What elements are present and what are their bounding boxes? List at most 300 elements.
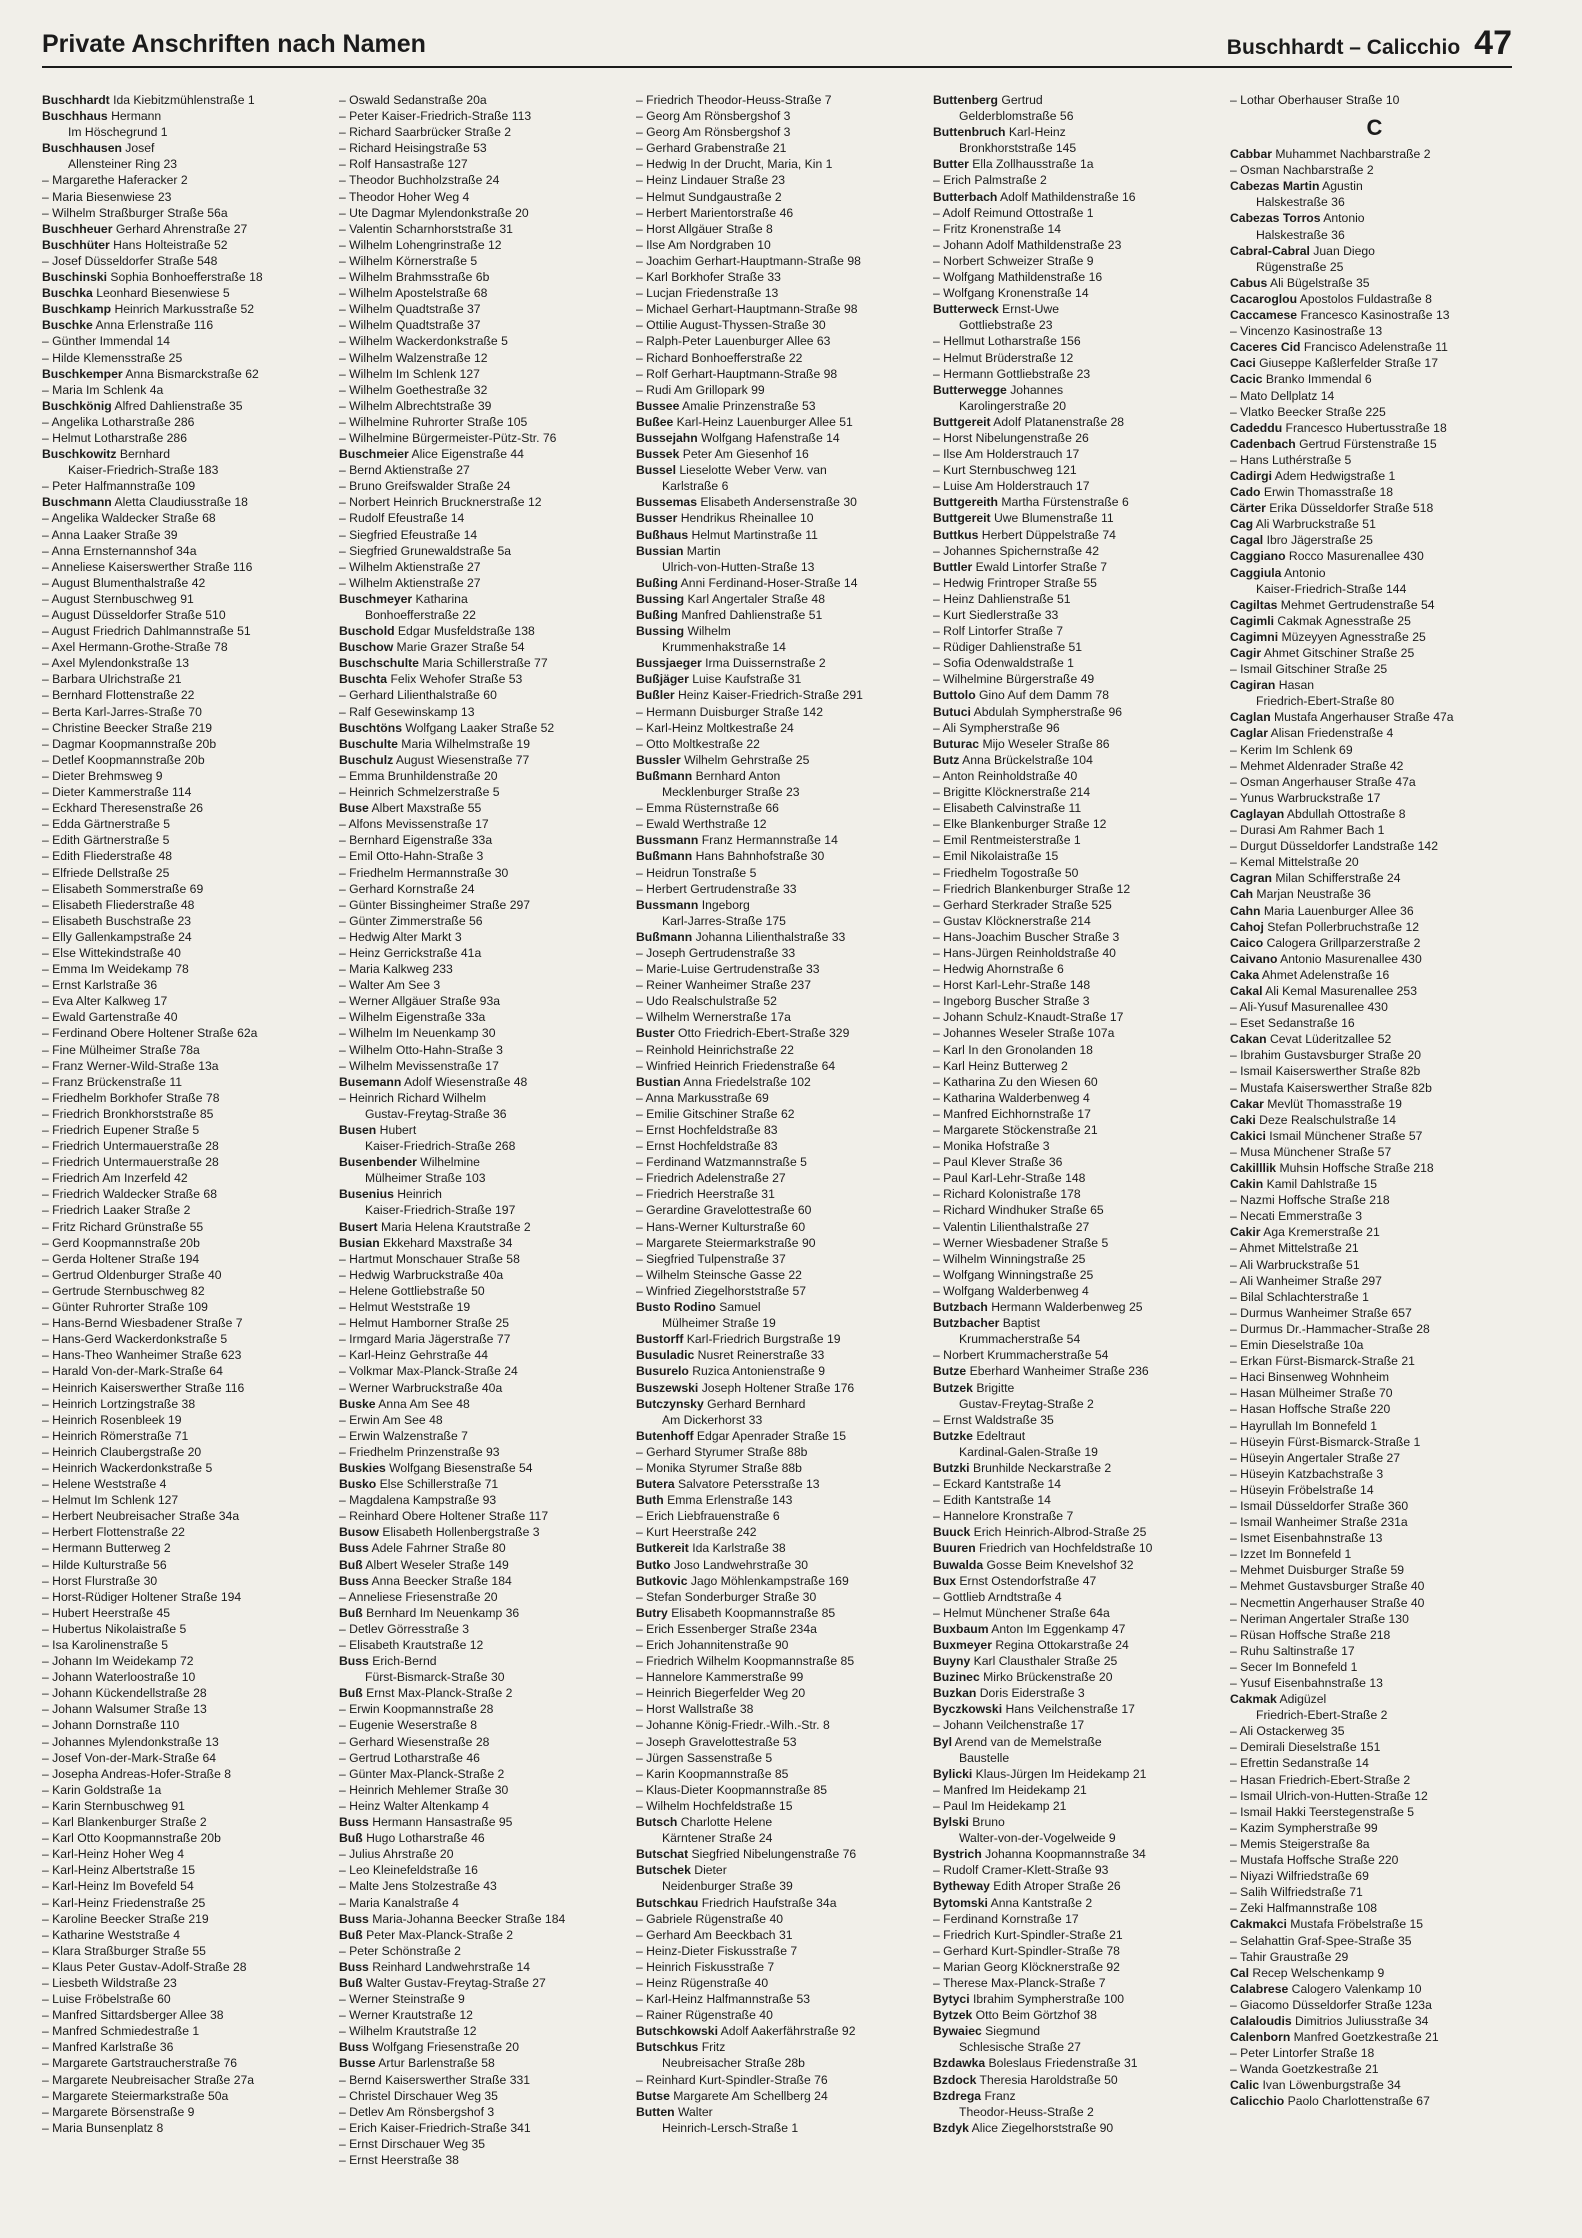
directory-entry bbox=[933, 913, 1222, 929]
entry-details: – Johann Dornstraße 110 bbox=[42, 1718, 180, 1733]
entry-details: – Wilhelm Straßburger Straße 56a bbox=[42, 205, 228, 220]
entry-details: Mevlüt Thomasstraße 19 bbox=[1263, 1096, 1402, 1111]
entry-surname: Cabezas Martin bbox=[1230, 179, 1320, 194]
entry-details: – Detlev Am Rönsbergshof 3 bbox=[339, 2104, 495, 2119]
entry-details: – Kazim Sympherstraße 99 bbox=[1230, 1820, 1378, 1835]
directory-entry bbox=[933, 1428, 1222, 1444]
entry-details: Hermann Hansastraße 95 bbox=[368, 1815, 513, 1830]
entry-surname: Buth bbox=[636, 1493, 664, 1508]
entry-details: – Erwin Am See 48 bbox=[339, 1412, 443, 1427]
entry-details: – Johanne König-Friedr.-Wilh.-Str. 8 bbox=[636, 1718, 830, 1733]
entry-details: – Horst Nibelungenstraße 26 bbox=[933, 430, 1089, 445]
entry-details: Theresia Haroldstraße 50 bbox=[976, 2072, 1118, 2087]
entry-details: – Karl-Heinz Friedenstraße 25 bbox=[42, 1895, 206, 1910]
entry-details: – Helmut Lotharstraße 286 bbox=[42, 430, 187, 445]
entry-surname: Butzke bbox=[933, 1428, 973, 1443]
entry-details: – Osman Nachbarstraße 2 bbox=[1230, 163, 1374, 178]
directory-entry bbox=[339, 462, 628, 478]
entry-details: – Hedwig Warbruckstraße 40a bbox=[339, 1267, 504, 1282]
directory-entry bbox=[636, 510, 925, 526]
directory-entry bbox=[636, 575, 925, 591]
directory-entry bbox=[636, 221, 925, 237]
entry-details: – Malte Jens Stolzestraße 43 bbox=[339, 1879, 497, 1894]
directory-entry bbox=[339, 1219, 628, 1235]
entry-details: – Horst-Rüdiger Holtener Straße 194 bbox=[42, 1589, 242, 1604]
directory-entry bbox=[339, 800, 628, 816]
entry-details: – Wilhelm Im Neuenkamp 30 bbox=[339, 1026, 496, 1041]
directory-entry bbox=[339, 865, 628, 881]
entry-details: – Ralph-Peter Lauenburger Allee 63 bbox=[636, 334, 831, 349]
entry-details: – Wilhelm Steinsche Gasse 22 bbox=[636, 1267, 802, 1282]
entry-details: Reinhard Landwehrstraße 14 bbox=[368, 1959, 531, 1974]
directory-entry bbox=[339, 366, 628, 382]
entry-details: Bronkhorststraße 145 bbox=[959, 141, 1077, 156]
directory-entry bbox=[1230, 1691, 1519, 1707]
section-letter: C bbox=[1366, 115, 1383, 141]
directory-entry bbox=[42, 961, 331, 977]
directory-entry bbox=[636, 559, 925, 575]
directory-entry bbox=[1230, 983, 1519, 999]
directory-entry bbox=[339, 1637, 628, 1653]
directory-entry bbox=[933, 1042, 1222, 1058]
entry-details: – Erich Johannitenstraße 90 bbox=[636, 1638, 789, 1652]
entry-details: – Wolfgang Walderbenweg 4 bbox=[933, 1283, 1089, 1298]
entry-surname: Buschhaus bbox=[42, 109, 108, 124]
directory-entry bbox=[933, 1492, 1222, 1508]
directory-entry bbox=[933, 285, 1222, 301]
entry-details: – Wilhelm Winningstraße 25 bbox=[933, 1251, 1086, 1266]
directory-entry bbox=[636, 913, 925, 929]
directory-entry bbox=[933, 1315, 1222, 1331]
entry-details: – Johann Walsumer Straße 13 bbox=[42, 1702, 207, 1717]
entry-details: – Karin Sternbuschweg 91 bbox=[42, 1798, 185, 1813]
entry-details: – Dieter Kammerstraße 114 bbox=[42, 785, 192, 800]
entry-details: – Efrettin Sedanstraße 14 bbox=[1230, 1756, 1369, 1771]
entry-surname: Buske bbox=[339, 1396, 376, 1411]
entry-details: Rocco Masurenallee 430 bbox=[1285, 549, 1424, 564]
directory-entry bbox=[636, 446, 925, 462]
directory-entry bbox=[42, 1283, 331, 1299]
entry-details: – Karin Koopmannstraße 85 bbox=[636, 1766, 789, 1781]
entry-details: – Kerim Im Schlenk 69 bbox=[1230, 742, 1353, 757]
entry-details: Erwin Thomasstraße 18 bbox=[1260, 485, 1394, 500]
entry-details: Hubert bbox=[376, 1123, 417, 1137]
directory-entry bbox=[1230, 999, 1519, 1015]
entry-details: Rügenstraße 25 bbox=[1256, 259, 1344, 274]
entry-details: – Hayrullah Im Bonnefeld 1 bbox=[1230, 1418, 1378, 1433]
entry-surname: Buwalda bbox=[933, 1557, 984, 1572]
entry-details: – Durasi Am Rahmer Bach 1 bbox=[1230, 823, 1385, 838]
entry-details: – Fritz Kronenstraße 14 bbox=[933, 221, 1062, 236]
entry-details: Müzeyyen Agnesstraße 25 bbox=[1278, 629, 1426, 644]
directory-entry bbox=[933, 1557, 1222, 1573]
directory-entry bbox=[42, 1025, 331, 1041]
entry-details: – Salih Wilfriedstraße 71 bbox=[1230, 1885, 1363, 1900]
entry-details: – Richard Bonhoefferstraße 22 bbox=[636, 350, 803, 365]
entry-details: Boleslaus Friedenstraße 31 bbox=[985, 2056, 1138, 2071]
entry-details: Juan Diego bbox=[1309, 243, 1375, 258]
entry-surname: Bussejahn bbox=[636, 430, 698, 445]
directory-entry bbox=[339, 510, 628, 526]
directory-entry bbox=[42, 92, 331, 108]
directory-entry bbox=[933, 993, 1222, 1009]
entry-details: – Peter Schönstraße 2 bbox=[339, 1943, 461, 1958]
entry-details: Leonhard Biesenwiese 5 bbox=[92, 286, 230, 301]
directory-entry bbox=[42, 671, 331, 687]
entry-details: – Peter Lintorfer Straße 18 bbox=[1230, 2046, 1375, 2061]
entry-details: Apostolos Fuldastraße 8 bbox=[1297, 291, 1432, 306]
directory-entry bbox=[1230, 307, 1519, 323]
directory-entry bbox=[933, 639, 1222, 655]
entry-details: – Karl Blankenburger Straße 2 bbox=[42, 1815, 207, 1830]
entry-details: – Wilhelmine Bürgerstraße 49 bbox=[933, 672, 1095, 687]
directory-entry bbox=[42, 237, 331, 253]
entry-surname: Buttler bbox=[933, 559, 973, 574]
directory-entry bbox=[636, 1202, 925, 1218]
directory-entry bbox=[1230, 2093, 1519, 2109]
directory-entry bbox=[42, 800, 331, 816]
entry-details: Hermann Walderbenweg 25 bbox=[987, 1300, 1143, 1315]
entry-details: – Wilhelm Wernerstraße 17a bbox=[636, 1010, 791, 1025]
entry-details: – Edda Gärtnerstraße 5 bbox=[42, 817, 171, 832]
entry-details: – Harald Von-der-Mark-Straße 64 bbox=[42, 1364, 223, 1379]
directory-entry bbox=[933, 1991, 1222, 2007]
entry-details: – Ahmet Mittelstraße 21 bbox=[1230, 1241, 1359, 1256]
directory-entry bbox=[339, 591, 628, 607]
entry-details: Bernhard bbox=[116, 447, 171, 462]
entry-details: – Margarete Stöckenstraße 21 bbox=[933, 1123, 1098, 1137]
entry-surname: Butera bbox=[636, 1477, 675, 1492]
directory-entry bbox=[636, 1492, 925, 1508]
entry-details: – Gerhard Lilienthalstraße 60 bbox=[339, 688, 497, 703]
entry-details: – Johann Waterloostraße 10 bbox=[42, 1670, 196, 1685]
entry-surname: Butterbach bbox=[933, 189, 998, 204]
entry-details: August Wiesenstraße 77 bbox=[393, 752, 530, 767]
entry-surname: Caggiula bbox=[1230, 565, 1282, 580]
entry-details: – Emil Rentmeisterstraße 1 bbox=[933, 833, 1081, 848]
entry-details: – Dieter Brehmsweg 9 bbox=[42, 768, 163, 783]
directory-entry bbox=[1230, 1611, 1519, 1627]
directory-entry bbox=[1230, 1192, 1519, 1208]
entry-details: – Norbert Schweizer Straße 9 bbox=[933, 253, 1094, 268]
directory-entry bbox=[42, 1235, 331, 1251]
directory-entry bbox=[42, 1878, 331, 1894]
directory-entry bbox=[933, 1235, 1222, 1251]
directory-entry bbox=[42, 2055, 331, 2071]
entry-details: Adigüzel bbox=[1276, 1692, 1327, 1707]
entry-details: – Ruhu Saltinstraße 17 bbox=[1230, 1643, 1355, 1658]
entry-details: Ernst Max-Planck-Straße 2 bbox=[362, 1686, 513, 1701]
directory-entry bbox=[339, 1878, 628, 1894]
entry-details: Bruno bbox=[968, 1815, 1005, 1830]
entry-details: Bonhoefferstraße 22 bbox=[365, 608, 476, 622]
directory-entry bbox=[1230, 1643, 1519, 1659]
entry-surname: Buschhardt bbox=[42, 93, 110, 107]
directory-entry bbox=[636, 301, 925, 317]
entry-details: Joso Landwehrstraße 30 bbox=[670, 1557, 809, 1572]
directory-entry bbox=[1230, 178, 1519, 194]
entry-details: Giuseppe Kaßlerfelder Straße 17 bbox=[1255, 356, 1438, 371]
directory-entry bbox=[636, 398, 925, 414]
entry-surname: Cagal bbox=[1230, 533, 1264, 548]
entry-surname: Butschkau bbox=[636, 1895, 699, 1910]
entry-details: – Maria Kanalstraße 4 bbox=[339, 1895, 459, 1910]
entry-details: Karolingerstraße 20 bbox=[959, 398, 1067, 413]
entry-details: Alice Ziegelhorststraße 90 bbox=[968, 2120, 1114, 2135]
entry-details: Mijo Weseler Straße 86 bbox=[979, 736, 1110, 751]
entry-details: – Wilhelm Aktienstraße 27 bbox=[339, 575, 481, 590]
entry-surname: Buß bbox=[339, 1831, 363, 1846]
entry-details: Ibrahim Sympherstraße 100 bbox=[969, 1992, 1125, 2007]
directory-entry bbox=[636, 1621, 925, 1637]
entry-details: – Rüsan Hoffsche Straße 218 bbox=[1230, 1627, 1391, 1642]
entry-details: – Kurt Heerstraße 242 bbox=[636, 1525, 757, 1540]
directory-entry bbox=[1230, 1096, 1519, 1112]
directory-entry bbox=[339, 382, 628, 398]
entry-details: Brigitte bbox=[972, 1380, 1015, 1395]
directory-entry bbox=[1230, 1772, 1519, 1788]
entry-details: – Jürgen Sassenstraße 5 bbox=[636, 1750, 773, 1765]
entry-surname: Bzdrega bbox=[933, 2088, 982, 2103]
entry-details: Anna Friedelstraße 102 bbox=[680, 1074, 811, 1089]
directory-column-1 bbox=[42, 92, 331, 2222]
entry-details: – Emma Im Weidekamp 78 bbox=[42, 962, 189, 977]
entry-details: Nusret Reinerstraße 33 bbox=[694, 1348, 825, 1363]
entry-surname: Busser bbox=[636, 511, 678, 526]
entry-details: – Fine Mülheimer Straße 78a bbox=[42, 1042, 200, 1057]
directory-entry bbox=[636, 1830, 925, 1846]
entry-details: – Gustav Klöcknerstraße 214 bbox=[933, 913, 1091, 928]
entry-details: Wolfgang Friesenstraße 20 bbox=[368, 2040, 519, 2055]
entry-details: Mülheimer Straße 103 bbox=[365, 1171, 486, 1186]
directory-entry bbox=[339, 2023, 628, 2039]
entry-details: Karl-Heinz Lauenburger Allee 51 bbox=[673, 414, 853, 429]
entry-surname: Bußhaus bbox=[636, 527, 689, 542]
entry-details: Krummacherstraße 54 bbox=[959, 1332, 1081, 1347]
entry-details: – Kurt Siedlerstraße 33 bbox=[933, 608, 1059, 622]
directory-entry bbox=[1230, 613, 1519, 629]
entry-details: – Franz Werner-Wild-Straße 13a bbox=[42, 1058, 219, 1073]
entry-surname: Busen bbox=[339, 1123, 377, 1137]
entry-details: – Nazmi Hoffsche Straße 218 bbox=[1230, 1193, 1390, 1208]
directory-entry bbox=[339, 720, 628, 736]
entry-surname: Calenborn bbox=[1230, 2030, 1291, 2045]
entry-details: – Wilhelm Albrechtstraße 39 bbox=[339, 398, 492, 413]
directory-entry bbox=[42, 1476, 331, 1492]
directory-entry bbox=[1230, 1112, 1519, 1128]
entry-details: – Ferdinand Kornstraße 17 bbox=[933, 1911, 1079, 1926]
directory-entry bbox=[933, 1138, 1222, 1154]
directory-entry bbox=[339, 784, 628, 800]
directory-entry bbox=[339, 1846, 628, 1862]
directory-entry bbox=[933, 1830, 1222, 1846]
entry-details: – Elisabeth Krautstraße 12 bbox=[339, 1638, 484, 1652]
directory-entry bbox=[42, 591, 331, 607]
directory-entry bbox=[636, 1315, 925, 1331]
directory-entry bbox=[1230, 1981, 1519, 1997]
directory-entry bbox=[42, 1009, 331, 1025]
directory-entry bbox=[1230, 1852, 1519, 1868]
entry-details: – Giacomo Düsseldorfer Straße 123a bbox=[1230, 1997, 1432, 2012]
entry-surname: Buse bbox=[339, 801, 369, 816]
directory-entry bbox=[339, 704, 628, 720]
directory-entry bbox=[636, 172, 925, 188]
entry-details: – Lucjan Friedenstraße 13 bbox=[636, 286, 779, 301]
directory-entry bbox=[933, 800, 1222, 816]
entry-surname: Butten bbox=[636, 2104, 675, 2119]
entry-details: Calogero Valenkamp 10 bbox=[1288, 1981, 1422, 1996]
directory-entry bbox=[933, 1589, 1222, 1605]
entry-details: – Edith Gärtnerstraße 5 bbox=[42, 833, 170, 848]
directory-entry bbox=[933, 848, 1222, 864]
directory-entry bbox=[42, 704, 331, 720]
directory-entry bbox=[1230, 2061, 1519, 2077]
entry-details: – Günther Immendal 14 bbox=[42, 334, 171, 349]
directory-entry bbox=[636, 1524, 925, 1540]
entry-details: Gustav-Freytag-Straße 2 bbox=[959, 1396, 1094, 1411]
directory-entry bbox=[1230, 1047, 1519, 1063]
entry-details: – Gerhard Kornstraße 24 bbox=[339, 881, 475, 896]
entry-details: – Emma Rüsternstraße 66 bbox=[636, 801, 779, 816]
entry-details: Stefan Pollerbruchstraße 12 bbox=[1263, 919, 1419, 934]
entry-surname: Buschke bbox=[42, 318, 93, 333]
entry-details: – Josepha Andreas-Hofer-Straße 8 bbox=[42, 1766, 232, 1781]
entry-details: – Katharina Zu den Wiesen 60 bbox=[933, 1074, 1098, 1089]
directory-entry bbox=[636, 1106, 925, 1122]
entry-details: Muhammet Nachbarstraße 2 bbox=[1272, 147, 1431, 162]
directory-entry bbox=[636, 2120, 925, 2136]
entry-details: – Mustafa Kaiserswerther Straße 82b bbox=[1230, 1080, 1432, 1095]
directory-entry bbox=[42, 1090, 331, 1106]
directory-entry bbox=[933, 1766, 1222, 1782]
entry-details: – Ali Warbruckstraße 51 bbox=[1230, 1257, 1360, 1272]
directory-entry bbox=[42, 1154, 331, 1170]
entry-details: Karl Clausthaler Straße 25 bbox=[970, 1654, 1118, 1669]
directory-entry bbox=[1230, 500, 1519, 516]
directory-entry bbox=[42, 430, 331, 446]
directory-entry bbox=[339, 559, 628, 575]
entry-surname: Bussler bbox=[636, 752, 681, 767]
directory-entry bbox=[339, 2152, 628, 2168]
entry-details: Marie Grazer Straße 54 bbox=[393, 640, 525, 655]
directory-entry bbox=[339, 1573, 628, 1589]
directory-entry bbox=[933, 2120, 1222, 2136]
directory-entry bbox=[1230, 1385, 1519, 1401]
entry-details: Hans Holteistraße 52 bbox=[109, 237, 228, 252]
entry-surname: Butczynsky bbox=[636, 1396, 704, 1411]
entry-surname: Bussmann bbox=[636, 897, 699, 912]
directory-entry bbox=[933, 1927, 1222, 1943]
directory-entry bbox=[339, 1717, 628, 1733]
entry-details: – Johann Kückendellstraße 28 bbox=[42, 1686, 207, 1701]
entry-details: – Ernst Dirschauer Weg 35 bbox=[339, 2136, 486, 2151]
directory-entry bbox=[42, 543, 331, 559]
entry-details: Adolf Aakerfährstraße 92 bbox=[717, 2024, 856, 2039]
entry-surname: Busert bbox=[339, 1219, 378, 1234]
entry-details: – Angelika Lotharstraße 286 bbox=[42, 414, 195, 429]
entry-details: – Friedrich Blankenburger Straße 12 bbox=[933, 881, 1131, 896]
entry-details: – Winfried Ziegelhorststraße 57 bbox=[636, 1283, 807, 1298]
entry-details: – Gerda Holtener Straße 194 bbox=[42, 1251, 200, 1266]
entry-details: – Osman Angerhauser Straße 47a bbox=[1230, 774, 1416, 789]
directory-entry bbox=[42, 1717, 331, 1733]
directory-entry bbox=[636, 784, 925, 800]
entry-surname: Bytzek bbox=[933, 2008, 973, 2023]
entry-details: Friedrich-Ebert-Straße 2 bbox=[1256, 1708, 1388, 1723]
directory-entry bbox=[1230, 1401, 1519, 1417]
directory-entry bbox=[933, 1911, 1222, 1927]
directory-entry bbox=[42, 205, 331, 221]
directory-entry bbox=[933, 156, 1222, 172]
directory-entry bbox=[42, 913, 331, 929]
directory-entry bbox=[42, 1170, 331, 1186]
entry-surname: Caivano bbox=[1230, 951, 1278, 966]
directory-entry bbox=[339, 527, 628, 543]
entry-details: Aletta Claudiusstraße 18 bbox=[111, 495, 248, 510]
directory-entry bbox=[42, 366, 331, 382]
directory-entry bbox=[636, 317, 925, 333]
directory-entry bbox=[339, 1347, 628, 1363]
directory-entry bbox=[42, 1685, 331, 1701]
directory-entry bbox=[636, 205, 925, 221]
directory-entry bbox=[636, 1235, 925, 1251]
entry-surname: Buturac bbox=[933, 736, 980, 751]
entry-details: – Monika Hofstraße 3 bbox=[933, 1139, 1050, 1154]
entry-details: Martha Fürstenstraße 6 bbox=[998, 495, 1129, 510]
entry-details: – Karl In den Gronolanden 18 bbox=[933, 1042, 1093, 1057]
entry-details: Edgar Apenrader Straße 15 bbox=[693, 1428, 846, 1443]
directory-entry bbox=[1230, 838, 1519, 854]
directory-entry bbox=[339, 2104, 628, 2120]
directory-entry bbox=[339, 350, 628, 366]
entry-details: – Hedwig Frintroper Straße 55 bbox=[933, 575, 1097, 590]
entry-details: – Ernst Waldstraße 35 bbox=[933, 1412, 1054, 1427]
entry-surname: Buss bbox=[339, 1654, 369, 1669]
entry-surname: Buss bbox=[339, 1959, 369, 1974]
directory-entry bbox=[636, 1219, 925, 1235]
entry-details: – Wilhelm Hochfeldstraße 15 bbox=[636, 1798, 793, 1813]
entry-surname: Butz bbox=[933, 752, 960, 767]
directory-entry bbox=[1230, 1208, 1519, 1224]
entry-surname: Caglan bbox=[1230, 710, 1271, 725]
entry-details: – Emilie Gitschiner Straße 62 bbox=[636, 1106, 795, 1121]
directory-entry bbox=[339, 1669, 628, 1685]
entry-surname: Byczkowski bbox=[933, 1702, 1003, 1717]
directory-entry bbox=[933, 2055, 1222, 2071]
entry-surname: Cabezas Torros bbox=[1230, 211, 1321, 226]
directory-entry bbox=[42, 156, 331, 172]
directory-entry bbox=[636, 881, 925, 897]
directory-entry bbox=[933, 945, 1222, 961]
entry-details: – Friedrich Adelenstraße 27 bbox=[636, 1171, 786, 1186]
entry-details: – Joseph Gravelottestraße 53 bbox=[636, 1734, 797, 1749]
directory-entry bbox=[636, 1025, 925, 1041]
entry-details: Mirko Brückenstraße 20 bbox=[979, 1670, 1113, 1685]
entry-details: – Herbert Gertrudenstraße 33 bbox=[636, 881, 797, 896]
entry-details: – Horst Karl-Lehr-Straße 148 bbox=[933, 978, 1091, 993]
directory-entry bbox=[636, 430, 925, 446]
directory-entry bbox=[1230, 1353, 1519, 1369]
directory-entry bbox=[339, 913, 628, 929]
entry-details: – Norbert Krummacherstraße 54 bbox=[933, 1348, 1109, 1363]
entry-details: Agustin bbox=[1319, 179, 1363, 194]
directory-entry bbox=[933, 1540, 1222, 1556]
entry-details: Charlotte Helene bbox=[677, 1815, 773, 1830]
directory-entry bbox=[1230, 661, 1519, 677]
entry-details: – Franz Brückenstraße 11 bbox=[42, 1074, 182, 1089]
directory-entry bbox=[339, 2039, 628, 2055]
directory-entry bbox=[1230, 790, 1519, 806]
